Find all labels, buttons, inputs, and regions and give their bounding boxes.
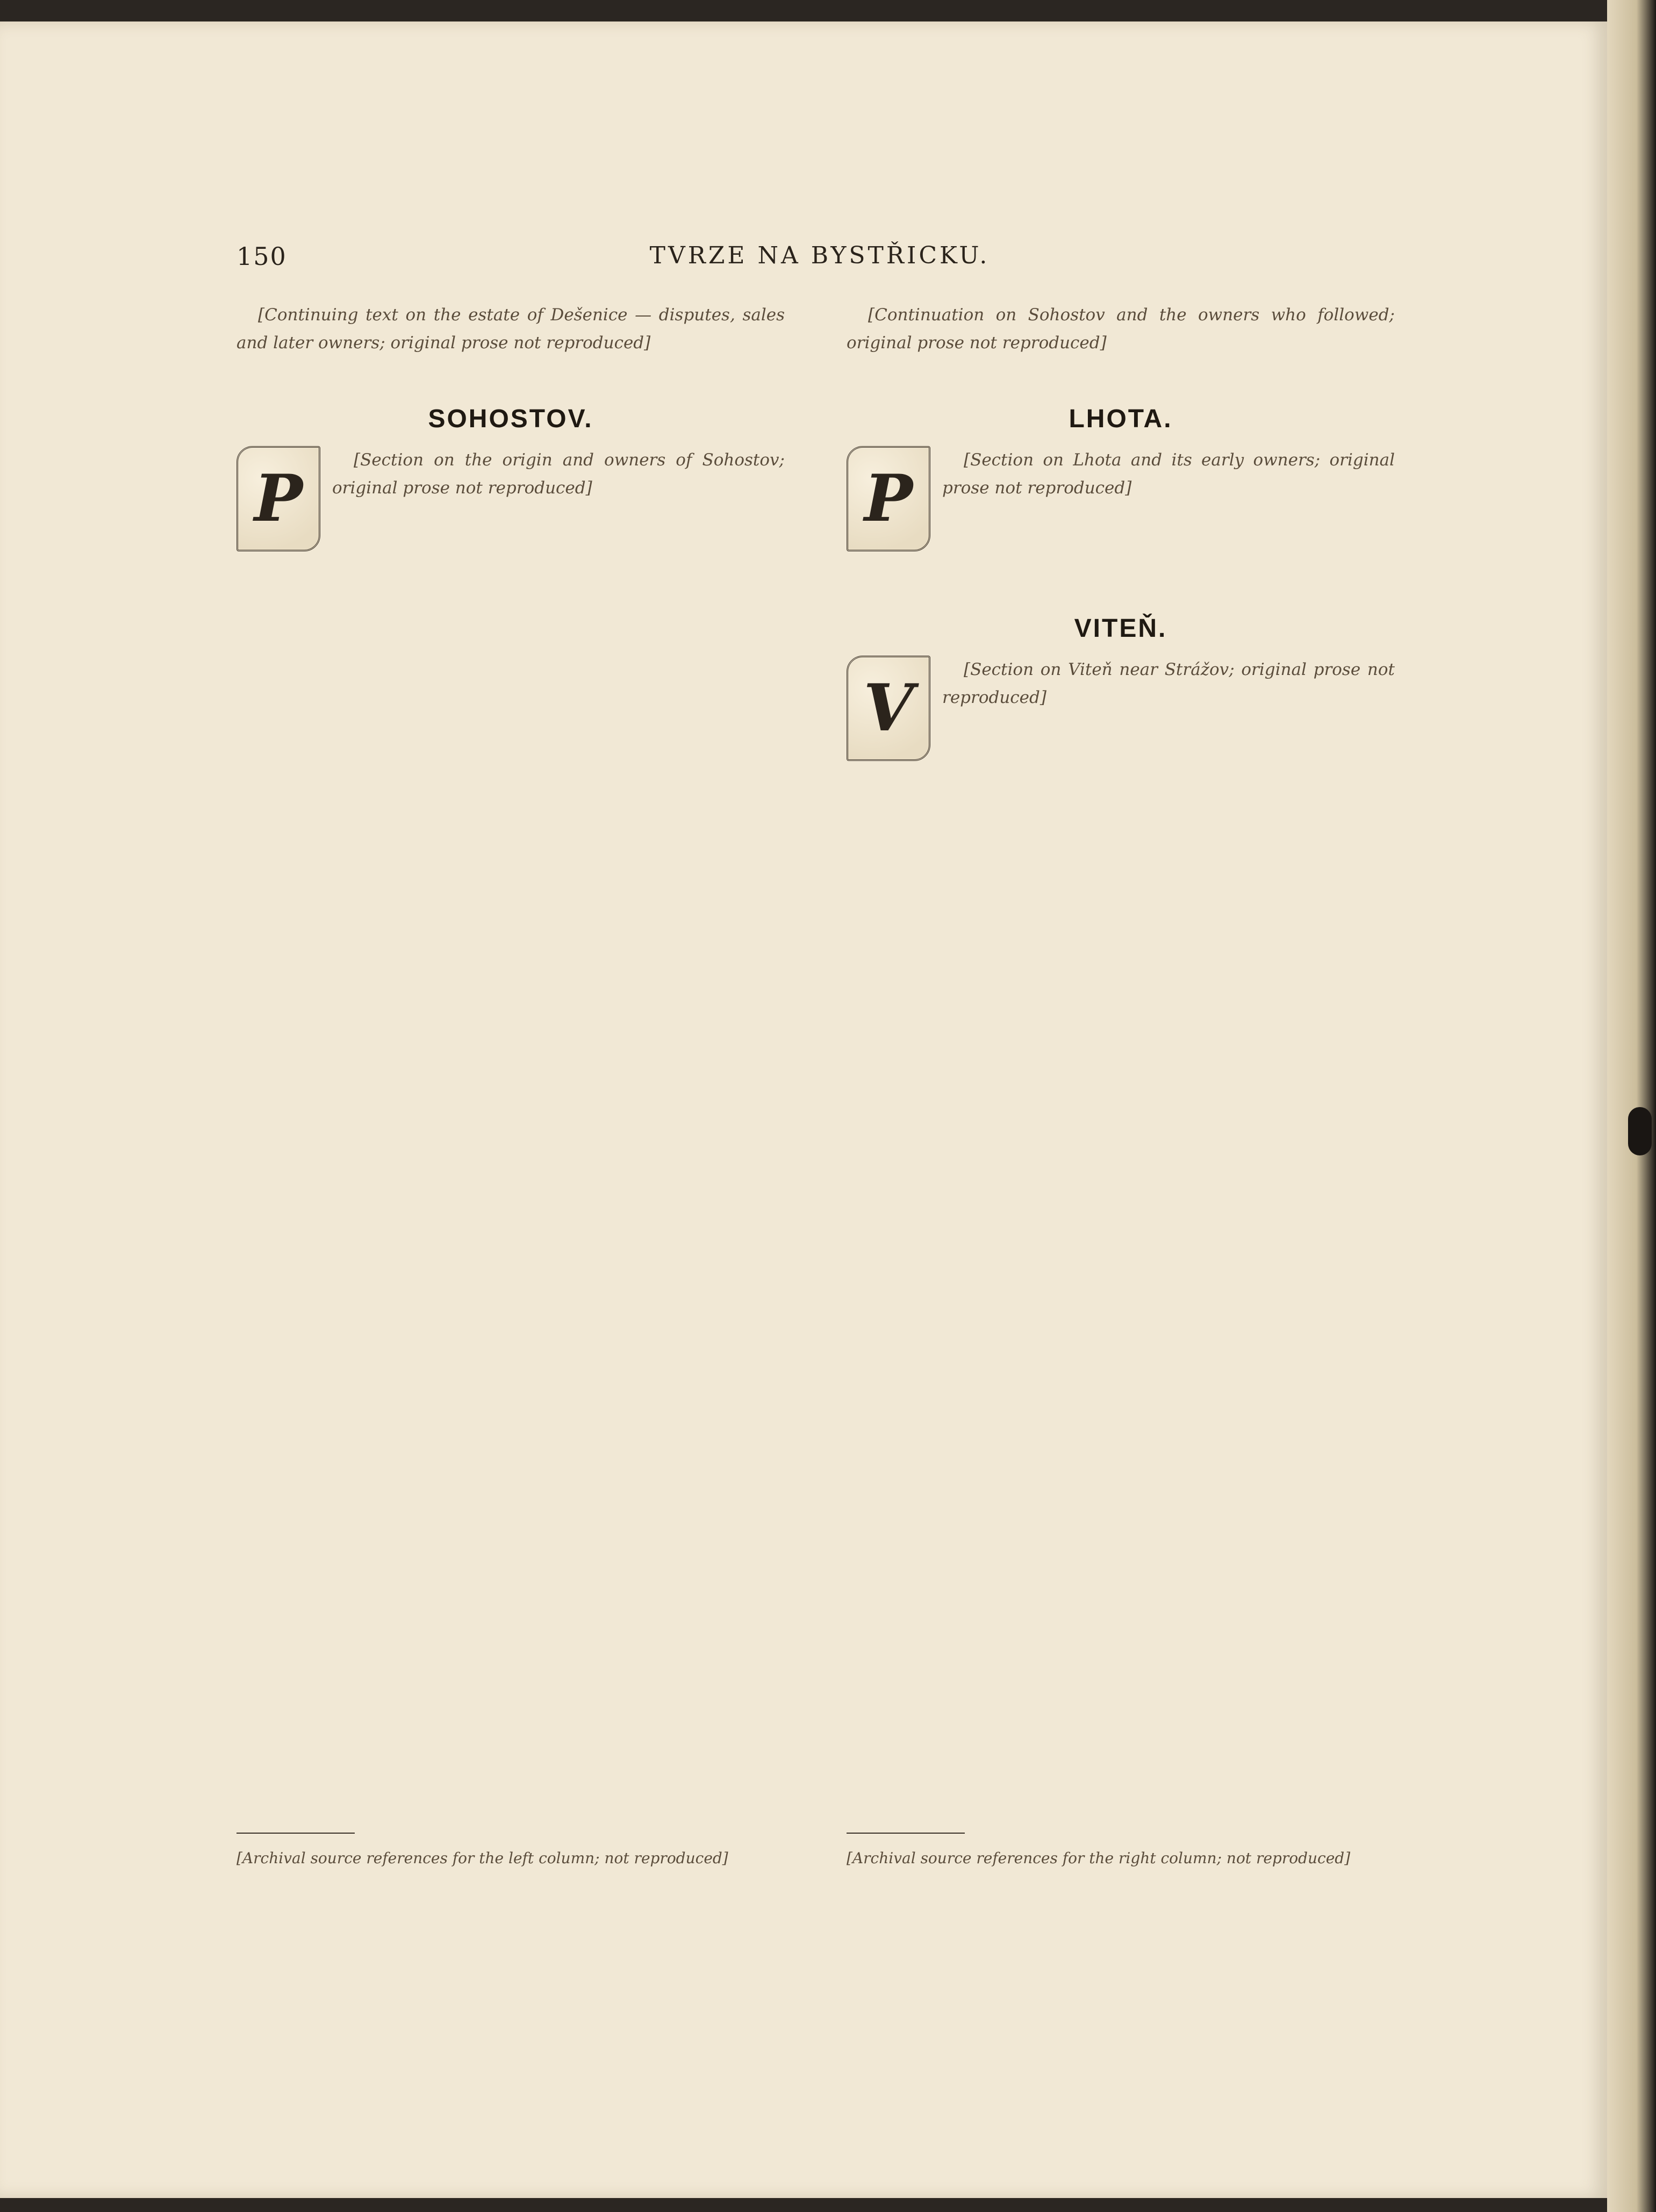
viten-summary: [Section on Viteň near Strážov; original prose not reproduced]: [942, 660, 1395, 707]
lhota-summary: [Section on Lhota and its early owners; original prose not reproduced]: [942, 450, 1395, 498]
decorative-initial-v: V: [847, 656, 930, 761]
footnote-rule: [847, 1833, 965, 1834]
right-column: [847, 301, 1395, 776]
section-sohostov: [236, 405, 785, 566]
decorative-initial-p: P: [236, 446, 320, 551]
footnote-rule: [236, 1833, 355, 1834]
running-title: TVRZE NA BYSTŘICKU.: [649, 242, 990, 269]
footnotes-right: [847, 1833, 1395, 1869]
section-lhota: [847, 405, 1395, 566]
footnotes-left-text: [Archival source references for the left column; not reproduced]: [236, 1849, 728, 1867]
binding-clip-icon: [1628, 1107, 1652, 1155]
section-title-viten: VITEŇ.: [1074, 614, 1167, 643]
footnotes-right-text: [Archival source references for the right column; not reproduced]: [847, 1849, 1351, 1867]
section-title-sohostov: SOHOSTOV.: [428, 405, 593, 433]
footnotes-left: [236, 1833, 785, 1869]
section-title-lhota: LHOTA.: [1069, 405, 1173, 433]
page-number: 150: [236, 242, 287, 271]
page-edge: [1607, 0, 1656, 2212]
book-page: [0, 21, 1607, 2198]
page-header: [236, 242, 1403, 279]
decorative-initial-p: P: [847, 446, 930, 551]
section-viten: [847, 615, 1395, 776]
desenice-summary: [Continuing text on the estate of Dešenice — disputes, sales and later owners; original prose not reproduced]: [236, 305, 785, 353]
left-column: [236, 301, 785, 566]
sohostov-continuation-summary: [Continuation on Sohostov and the owners who followed; original prose not reproduced]: [847, 305, 1395, 353]
sohostov-summary: [Section on the origin and owners of Sohostov; original prose not reproduced]: [332, 450, 785, 498]
